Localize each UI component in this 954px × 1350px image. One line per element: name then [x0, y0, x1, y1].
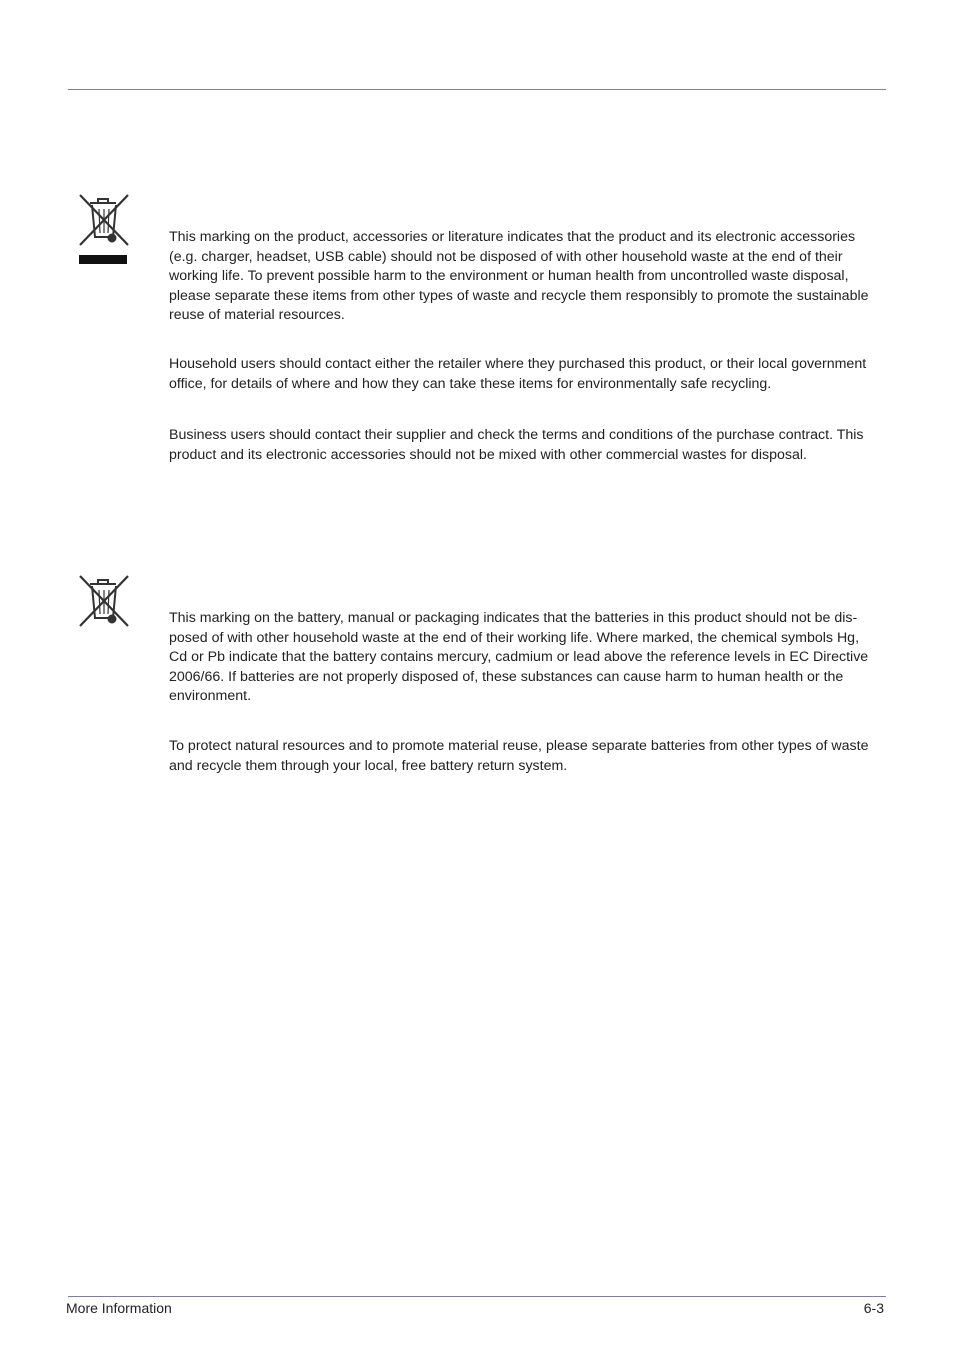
footer-page-number: 6-3 — [863, 1300, 884, 1316]
battery-paragraph-2: To protect natural resources and to promote material reuse, please separate batteries from other types of waste and recycle them through your local, free battery return system. — [169, 738, 869, 774]
footer-section-name: More Information — [66, 1300, 172, 1316]
footer-rule — [68, 1296, 886, 1297]
battery-paragraph-1: This marking on the battery, manual or packaging indicates that the batteries in this product should not be dis- posed of with other household waste at the end of their working life. Where marked, the chemical symbols Hg, Cd or Pb indicate that the battery contains mercury, cadmium or lead above the reference levels in EC Directive 2006/66. If batteries are not properly disposed of, these substances can cause harm to human health or the environment. — [169, 610, 869, 704]
crossed-out-wheelie-bin-icon — [74, 191, 132, 267]
weee-paragraph-3: Business users should contact their supplier and check the terms and conditions of the purchase contract. This product and its electronic accessories should not be mixed with other commercial wastes for disposal. — [169, 427, 864, 463]
weee-paragraph-1: This marking on the product, accessories or literature indicates that the product and its electronic accessories (e.g. charger, headset, USB cable) should not be disposed of with other household waste at the end of their working life. To prevent possible harm to the environment or human health from uncontrolled waste disposal, please separate these items from other types of waste and recycle them responsibly to promote the sustainable reuse of material resources. — [169, 229, 869, 323]
crossed-out-wheelie-bin-icon — [74, 572, 132, 630]
weee-paragraph-2: Household users should contact either the retailer where they purchased this product, or their local government office, for details of where and how they can take these items for environmentally safe recycling. — [169, 356, 867, 392]
header-rule — [68, 89, 886, 90]
